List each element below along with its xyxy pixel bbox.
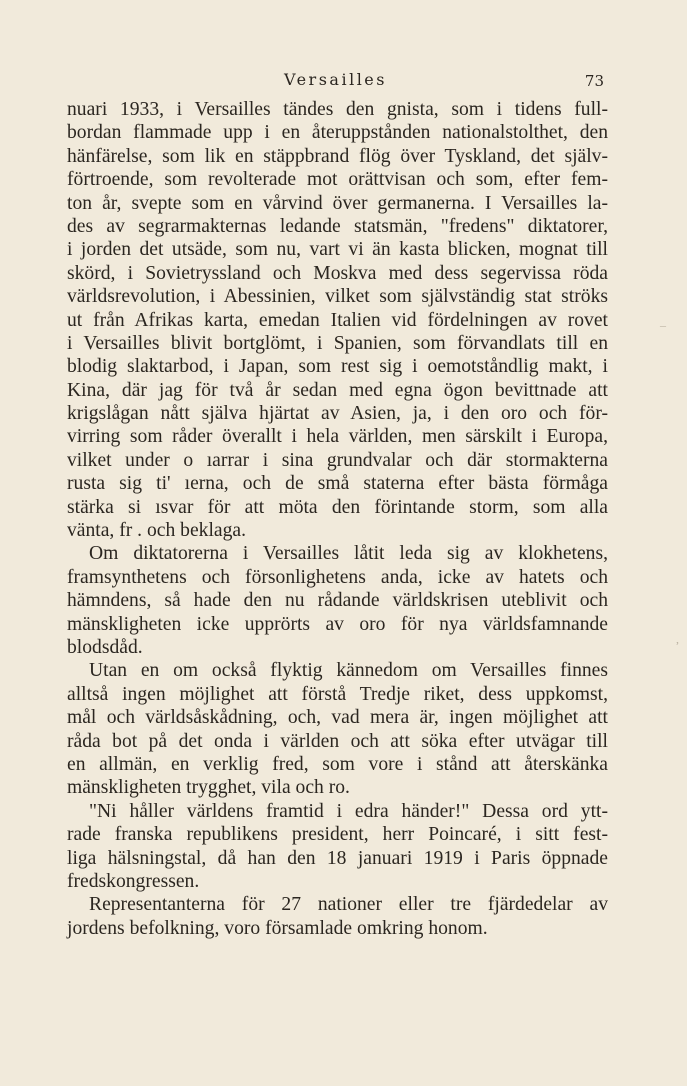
body-text bbox=[67, 98, 608, 940]
text-line: blodsdåd. bbox=[67, 636, 143, 658]
text-line: rade franska republikens president, herr Poincaré, i sitt fest- bbox=[67, 824, 608, 846]
page-header bbox=[67, 68, 604, 92]
text-line: ut från Afrikas karta, emedan Italien vid fördelningen av rovet bbox=[67, 309, 608, 331]
text-line: rusta sig ti' ıerna, och de små staterna efter bästa förmåga bbox=[67, 473, 608, 495]
text-line: skörd, i Sovietryssland och Moskva med dess segervissa röda bbox=[67, 262, 608, 284]
text-line: mänskligheten icke upprörts av oro för nya världsfamnande bbox=[67, 613, 608, 635]
text-line: råda bot på det onda i världen och att söka efter utvägar till bbox=[67, 730, 608, 752]
text-line: hämndens, så hade den nu rådande världskrisen uteblivit och bbox=[67, 590, 608, 612]
text-line: nuari 1933, i Versailles tändes den gnista, som i tidens full- bbox=[67, 99, 608, 120]
text-line: liga hälsningstal, då han den 18 januari 1919 i Paris öppnade bbox=[67, 847, 608, 869]
page-number: 73 bbox=[584, 72, 604, 90]
text-line: blodig slaktarbod, i Japan, som rest sig i oemotståndlig makt, i bbox=[67, 356, 608, 378]
text-line: stärka si ısvar för att möta den förintande storm, som alla bbox=[67, 496, 608, 518]
text-line: krigslågan nått själva hjärtat av Asien, ja, i den oro och för- bbox=[67, 403, 608, 425]
text-line: mänskligheten trygghet, vila och ro. bbox=[67, 777, 350, 799]
text-line: i Versailles blivit bortglömt, i Spanien, som förvandlats till en bbox=[67, 332, 608, 354]
text-line: des av segrarmakternas ledande statsmän, "fredens" diktatorer, bbox=[67, 215, 608, 237]
text-line: alltså ingen möjlighet att förstå Tredje riket, dess uppkomst, bbox=[67, 683, 608, 705]
text-line: förtroende, som revolterade mot orättvisan och som, efter fem- bbox=[67, 169, 608, 191]
text-line: bordan flammade upp i en återuppstånden nationalstolthet, den bbox=[67, 122, 608, 144]
text-line: fredskongressen. bbox=[67, 870, 200, 892]
text-line: vilket under o ıarrar i sina grundvalar och där stormakterna bbox=[67, 449, 608, 471]
text-line: vänta, fr . och beklaga. bbox=[67, 520, 246, 542]
margin-mark: , bbox=[676, 632, 679, 646]
text-line: Om diktatorerna i Versailles låtit leda sig av klokhetens, bbox=[89, 543, 608, 565]
text-line: Representanterna för 27 nationer eller tre fjärdedelar av bbox=[89, 894, 608, 916]
text-line: en allmän, en verklig fred, som vore i stånd att återskänka bbox=[67, 753, 608, 775]
text-line: virring som råder överallt i hela världen, men särskilt i Europa, bbox=[67, 426, 608, 448]
text-line: Kina, där jag för två år sedan med egna ögon bevittnade att bbox=[67, 379, 608, 401]
text-line: ton år, svepte som en vårvind över germanerna. I Versailles la- bbox=[67, 192, 608, 214]
margin-mark: – bbox=[660, 318, 666, 332]
text-line: i jorden det utsäde, som nu, vart vi än kasta blicken, mognat till bbox=[67, 239, 608, 261]
text-line: hänfärelse, som lik en stäppbrand flög över Tyskland, det själv- bbox=[67, 145, 608, 167]
text-line: "Ni håller världens framtid i edra händer!" Dessa ord ytt- bbox=[89, 800, 608, 822]
text-line: framsynthetens och försonlighetens anda, icke av hatets och bbox=[67, 566, 608, 588]
running-title: Versailles bbox=[284, 70, 387, 89]
text-line: mål och världsåskådning, och, vad mera är, ingen möjlighet att bbox=[67, 707, 608, 729]
text-line: jordens befolkning, voro församlade omkring honom. bbox=[67, 917, 488, 939]
text-line: världsrevolution, i Abessinien, vilket som självständig stat ströks bbox=[67, 286, 608, 308]
text-line: Utan en om också flyktig kännedom om Versailles finnes bbox=[89, 660, 608, 682]
